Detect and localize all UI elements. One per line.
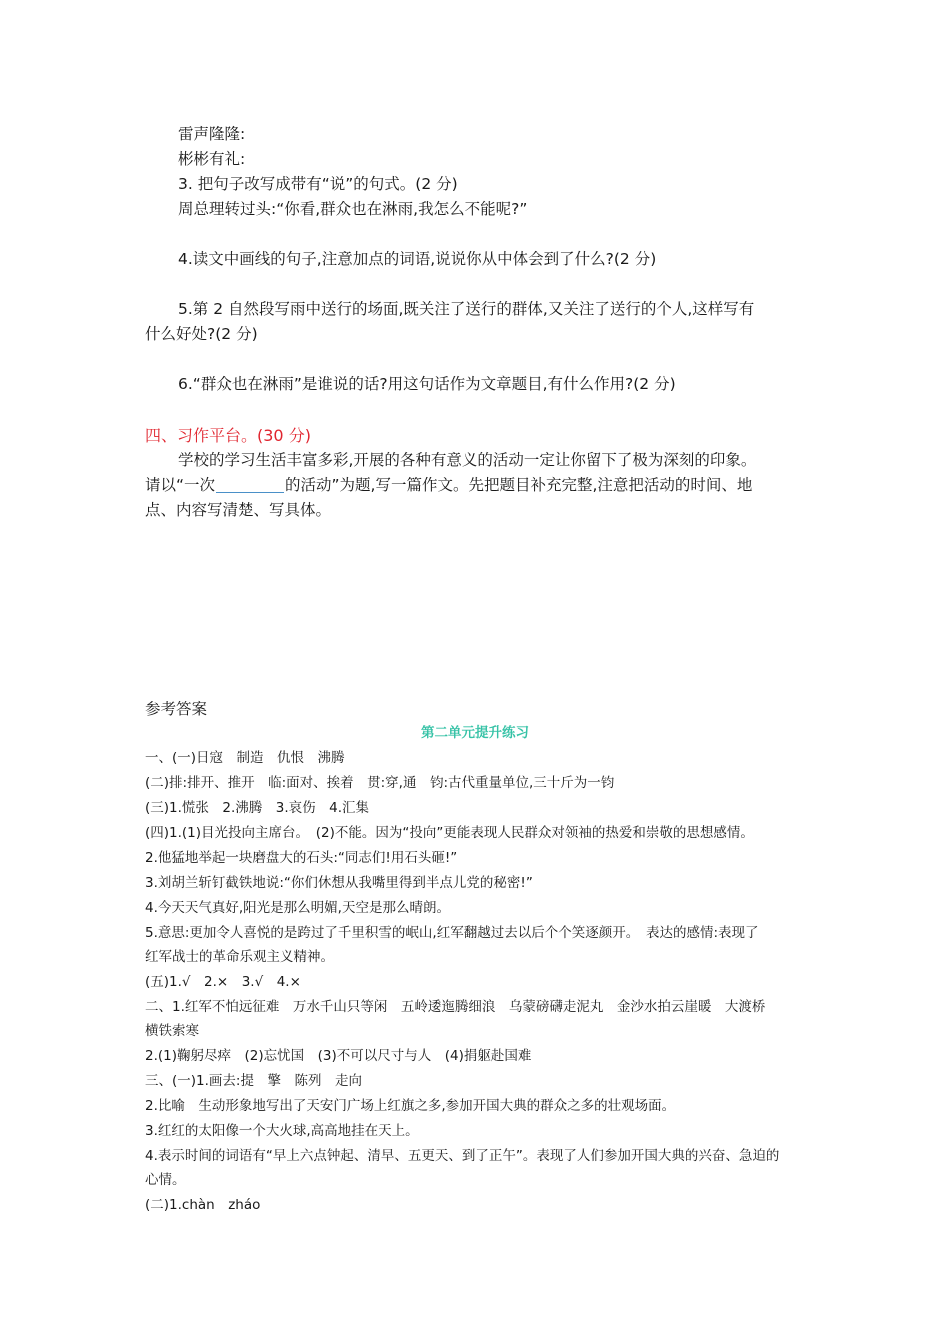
answer-line: 三、(一)1.画去:提 擎 陈列 走向 [145, 1073, 362, 1089]
answer-line: 二、1.红军不怕远征难 万水千山只等闲 五岭逶迤腾细浪 乌蒙磅礴走泥丸 金沙水拍云崖暖 大渡桥 [145, 999, 766, 1015]
answer-line: 3.红红的太阳像一个大火球,高高地挂在天上。 [145, 1123, 419, 1139]
question-5-line-1: 5.第 2 自然段写雨中送行的场面,既关注了送行的群体,又关注了送行的个人,这样写有 [178, 300, 755, 318]
answer-line: 4.表示时间的词语有“早上六点钟起、清早、五更天、到了正午”。表现了人们参加开国大典的兴奋、急迫的 [145, 1148, 780, 1164]
answers-title: 参考答案 [145, 700, 208, 718]
answer-line: (二)1.chàn zháo [145, 1197, 261, 1213]
composition-line-2-after: 的活动”为题,写一篇作文。先把题目补充完整,注意把活动的时间、地 [285, 476, 753, 494]
question-3: 3. 把句子改写成带有“说”的句式。(2 分) [178, 175, 458, 193]
answer-line: 4.今天天气真好,阳光是那么明媚,天空是那么晴朗。 [145, 900, 450, 916]
question-6: 6.“群众也在淋雨”是谁说的话?用这句话作为文章题目,有什么作用?(2 分) [178, 375, 676, 393]
answer-line: 横铁索寒 [145, 1023, 199, 1039]
answer-line: (三)1.慌张 2.沸腾 3.哀伤 4.汇集 [145, 800, 370, 816]
question-4: 4.读文中画线的句子,注意加点的词语,说说你从中体会到了什么?(2 分) [178, 250, 657, 268]
binbin-line: 彬彬有礼: [178, 150, 246, 168]
composition-line-2-before: 请以“一次 [145, 476, 216, 494]
unit-title: 第二单元提升练习 [421, 725, 529, 741]
answer-line: 2.(1)鞠躬尽瘁 (2)忘忧国 (3)不可以尺寸与人 (4)捐躯赴国难 [145, 1048, 532, 1064]
answer-line: 2.比喻 生动形象地写出了天安门广场上红旗之多,参加开国大典的群众之多的壮观场面。 [145, 1098, 676, 1114]
leisheng-line: 雷声隆隆: [178, 125, 246, 143]
answer-line: 3.刘胡兰斩钉截铁地说:“你们休想从我嘴里得到半点儿党的秘密!” [145, 875, 533, 891]
title-blank [216, 476, 284, 493]
answer-line: 一、(一)日寇 制造 仇恨 沸腾 [145, 750, 345, 766]
answer-line: 5.意思:更加令人喜悦的是跨过了千里积雪的岷山,红军翻越过去以后个个笑逐颜开。 表达的感情:表现了 [145, 925, 759, 941]
composition-line-3: 点、内容写清楚、写具体。 [145, 501, 332, 519]
composition-line-1: 学校的学习生活丰富多彩,开展的各种有意义的活动一定让你留下了极为深刻的印象。 [178, 451, 757, 469]
section-4-heading: 四、习作平台。(30 分) [145, 426, 311, 445]
question-5-line-2: 什么好处?(2 分) [145, 325, 258, 343]
answer-line: (四)1.(1)目光投向主席台。 (2)不能。因为“投向”更能表现人民群众对领袖的热爱和崇敬的思想感情。 [145, 825, 754, 841]
answer-line: (二)排:排开、推开 临:面对、挨着 贯:穿,通 钧:古代重量单位,三十斤为一钧 [145, 775, 615, 791]
answer-line: 红军战士的革命乐观主义精神。 [145, 949, 334, 965]
question-3-sentence: 周总理转过头:“你看,群众也在淋雨,我怎么不能呢?” [178, 200, 528, 218]
composition-line-2 [145, 473, 752, 498]
answer-line: 2.他猛地举起一块磨盘大的石头:“同志们!用石头砸!” [145, 850, 458, 866]
answer-line: (五)1.√ 2.× 3.√ 4.× [145, 974, 301, 990]
answer-line: 心情。 [145, 1172, 186, 1188]
